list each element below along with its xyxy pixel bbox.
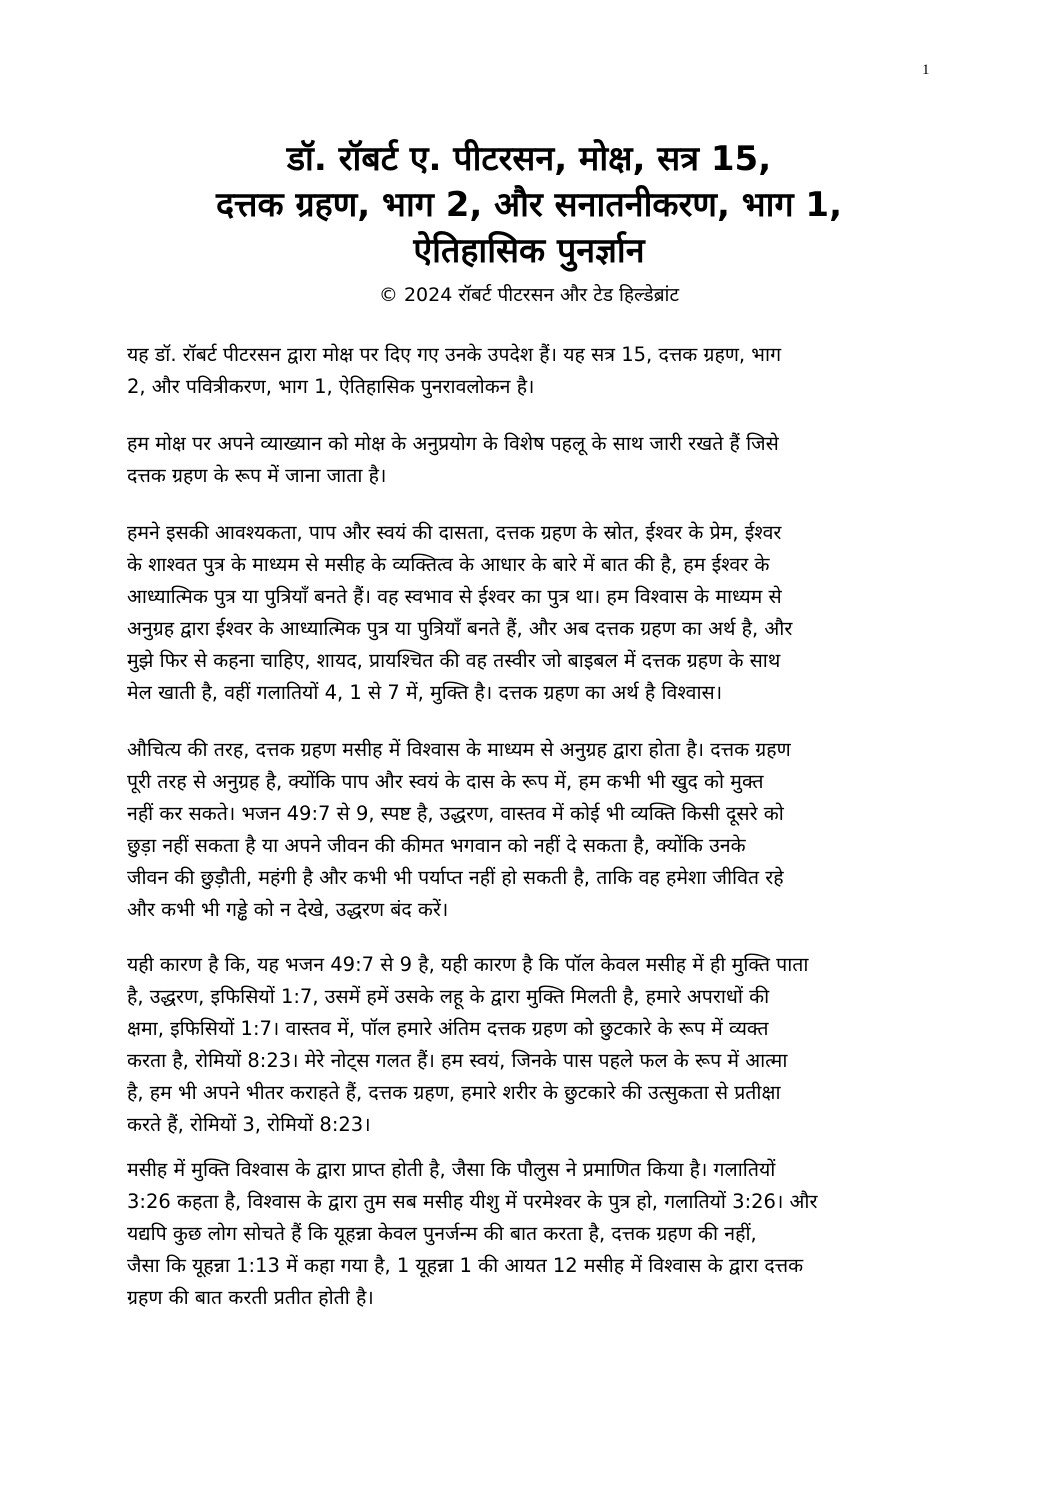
text-line: पूरी तरह से अनुग्रह है, क्योंकि पाप और स्वयं के दास के रूप में, हम कभी भी खुद को मुक्त — [127, 770, 764, 793]
paragraph-3 — [127, 517, 937, 709]
paragraph-5 — [127, 949, 937, 1141]
text-line: जीवन की छुड़ौती, महंगी है और कभी भी पर्याप्त नहीं हो सकती है, ताकि वह हमेशा जीवित रहे — [127, 866, 784, 889]
text-line: यही कारण है कि, यह भजन 49:7 से 9 है, यही कारण है कि पॉल केवल मसीह में ही मुक्ति पाता — [127, 953, 809, 976]
text-line: के शाश्वत पुत्र के माध्यम से मसीह के व्यक्तित्व के आधार के बारे में बात की है, हम ईश्वर के — [127, 553, 770, 576]
copyright-line: © 2024 रॉबर्ट पीटरसन और टेड हिल्डेब्रांट — [378, 284, 680, 306]
text-line: हम मोक्ष पर अपने व्याख्यान को मोक्ष के अनुप्रयोग के विशेष पहलू के साथ जारी रखते हैं जिसे — [127, 432, 779, 455]
text-line: मुझे फिर से कहना चाहिए, शायद, प्रायश्चित की वह तस्वीर जो बाइबल में दत्तक ग्रहण के साथ — [127, 649, 781, 672]
text-line: औचित्य की तरह, दत्तक ग्रहण मसीह में विश्वास के माध्यम से अनुग्रह द्वारा होता है। दत्तक ग्रहण — [127, 738, 791, 761]
text-line: आध्यात्मिक पुत्र या पुत्रियाँ बनते हैं। वह स्वभाव से ईश्वर का पुत्र था। हम विश्वास के माध्यम से — [127, 585, 782, 608]
text-line: 3:26 कहता है, विश्वास के द्वारा तुम सब मसीह यीशु में परमेश्वर के पुत्र हो, गलातियों 3:26। और — [127, 1190, 818, 1213]
text-line: मेल खाती है, वहीं गलातियों 4, 1 से 7 में, मुक्ति है। दत्तक ग्रहण का अर्थ है विश्वास। — [127, 681, 723, 704]
text-line: मसीह में मुक्ति विश्वास के द्वारा प्राप्त होती है, जैसा कि पौलुस ने प्रमाणित किया है। गलातियों — [127, 1158, 776, 1181]
title-line: डॉ. रॉबर्ट ए. पीटरसन, मोक्ष, सत्र 15, — [286, 139, 772, 179]
text-line: जैसा कि यूहन्ना 1:13 में कहा गया है, 1 यूहन्ना 1 की आयत 12 मसीह में विश्वास के द्वारा दत्तक — [127, 1254, 804, 1277]
text-line: करते हैं, रोमियों 3, रोमियों 8:23। — [127, 1113, 371, 1136]
paragraph-2 — [127, 428, 937, 492]
text-line: है, उद्धरण, इफिसियों 1:7, उसमें हमें उसके लहू के द्वारा मुक्ति मिलती है, हमारे अपराधों की — [127, 985, 770, 1008]
text-line: छुड़ा नहीं सकता है या अपने जीवन की कीमत भगवान को नहीं दे सकता है, क्योंकि उनके — [127, 834, 746, 857]
text-line: है, हम भी अपने भीतर कराहते हैं, दत्तक ग्रहण, हमारे शरीर के छुटकारे की उत्सुकता से प्रतीक्षा — [127, 1081, 781, 1104]
text-line: अनुग्रह द्वारा ईश्वर के आध्यात्मिक पुत्र या पुत्रियाँ बनते हैं, और अब दत्तक ग्रहण का अर्थ है, और — [127, 617, 793, 640]
paragraph-1 — [127, 339, 937, 403]
text-line: 2, और पवित्रीकरण, भाग 1, ऐतिहासिक पुनरावलोकन है। — [127, 375, 535, 398]
text-line: यद्यपि कुछ लोग सोचते हैं कि यूहन्ना केवल पुनर्जन्म की बात करता है, दत्तक ग्रहण की नहीं, — [127, 1222, 757, 1245]
text-line: और कभी भी गड्ढे को न देखे, उद्धरण बंद करें। — [127, 898, 449, 921]
text-line: ग्रहण की बात करती प्रतीत होती है। — [127, 1286, 374, 1309]
text-line: क्षमा, इफिसियों 1:7। वास्तव में, पॉल हमारे अंतिम दत्तक ग्रहण को छुटकारे के रूप में व्यक्त — [127, 1017, 769, 1040]
text-line: दत्तक ग्रहण के रूप में जाना जाता है। — [127, 464, 387, 487]
paragraph-4 — [127, 734, 937, 926]
page-number: 1 — [922, 62, 930, 78]
text-line: यह डॉ. रॉबर्ट पीटरसन द्वारा मोक्ष पर दिए गए उनके उपदेश हैं। यह सत्र 15, दत्तक ग्रहण, भाग — [127, 343, 782, 366]
document-title — [0, 136, 1058, 274]
title-line: दत्तक ग्रहण, भाग 2, और सनातनीकरण, भाग 1, — [215, 185, 842, 225]
paragraph-6 — [127, 1154, 937, 1314]
text-line: करता है, रोमियों 8:23। मेरे नोट्स गलत हैं। हम स्वयं, जिनके पास पहले फल के रूप में आत्मा — [127, 1049, 788, 1072]
text-line: हमने इसकी आवश्यकता, पाप और स्वयं की दासता, दत्तक ग्रहण के स्रोत, ईश्वर के प्रेम, ईश्वर — [127, 521, 782, 544]
text-line: नहीं कर सकते। भजन 49:7 से 9, स्पष्ट है, उद्धरण, वास्तव में कोई भी व्यक्ति किसी दूसरे को — [127, 802, 784, 825]
title-line: ऐतिहासिक पुनर्ज्ञान — [413, 231, 645, 271]
